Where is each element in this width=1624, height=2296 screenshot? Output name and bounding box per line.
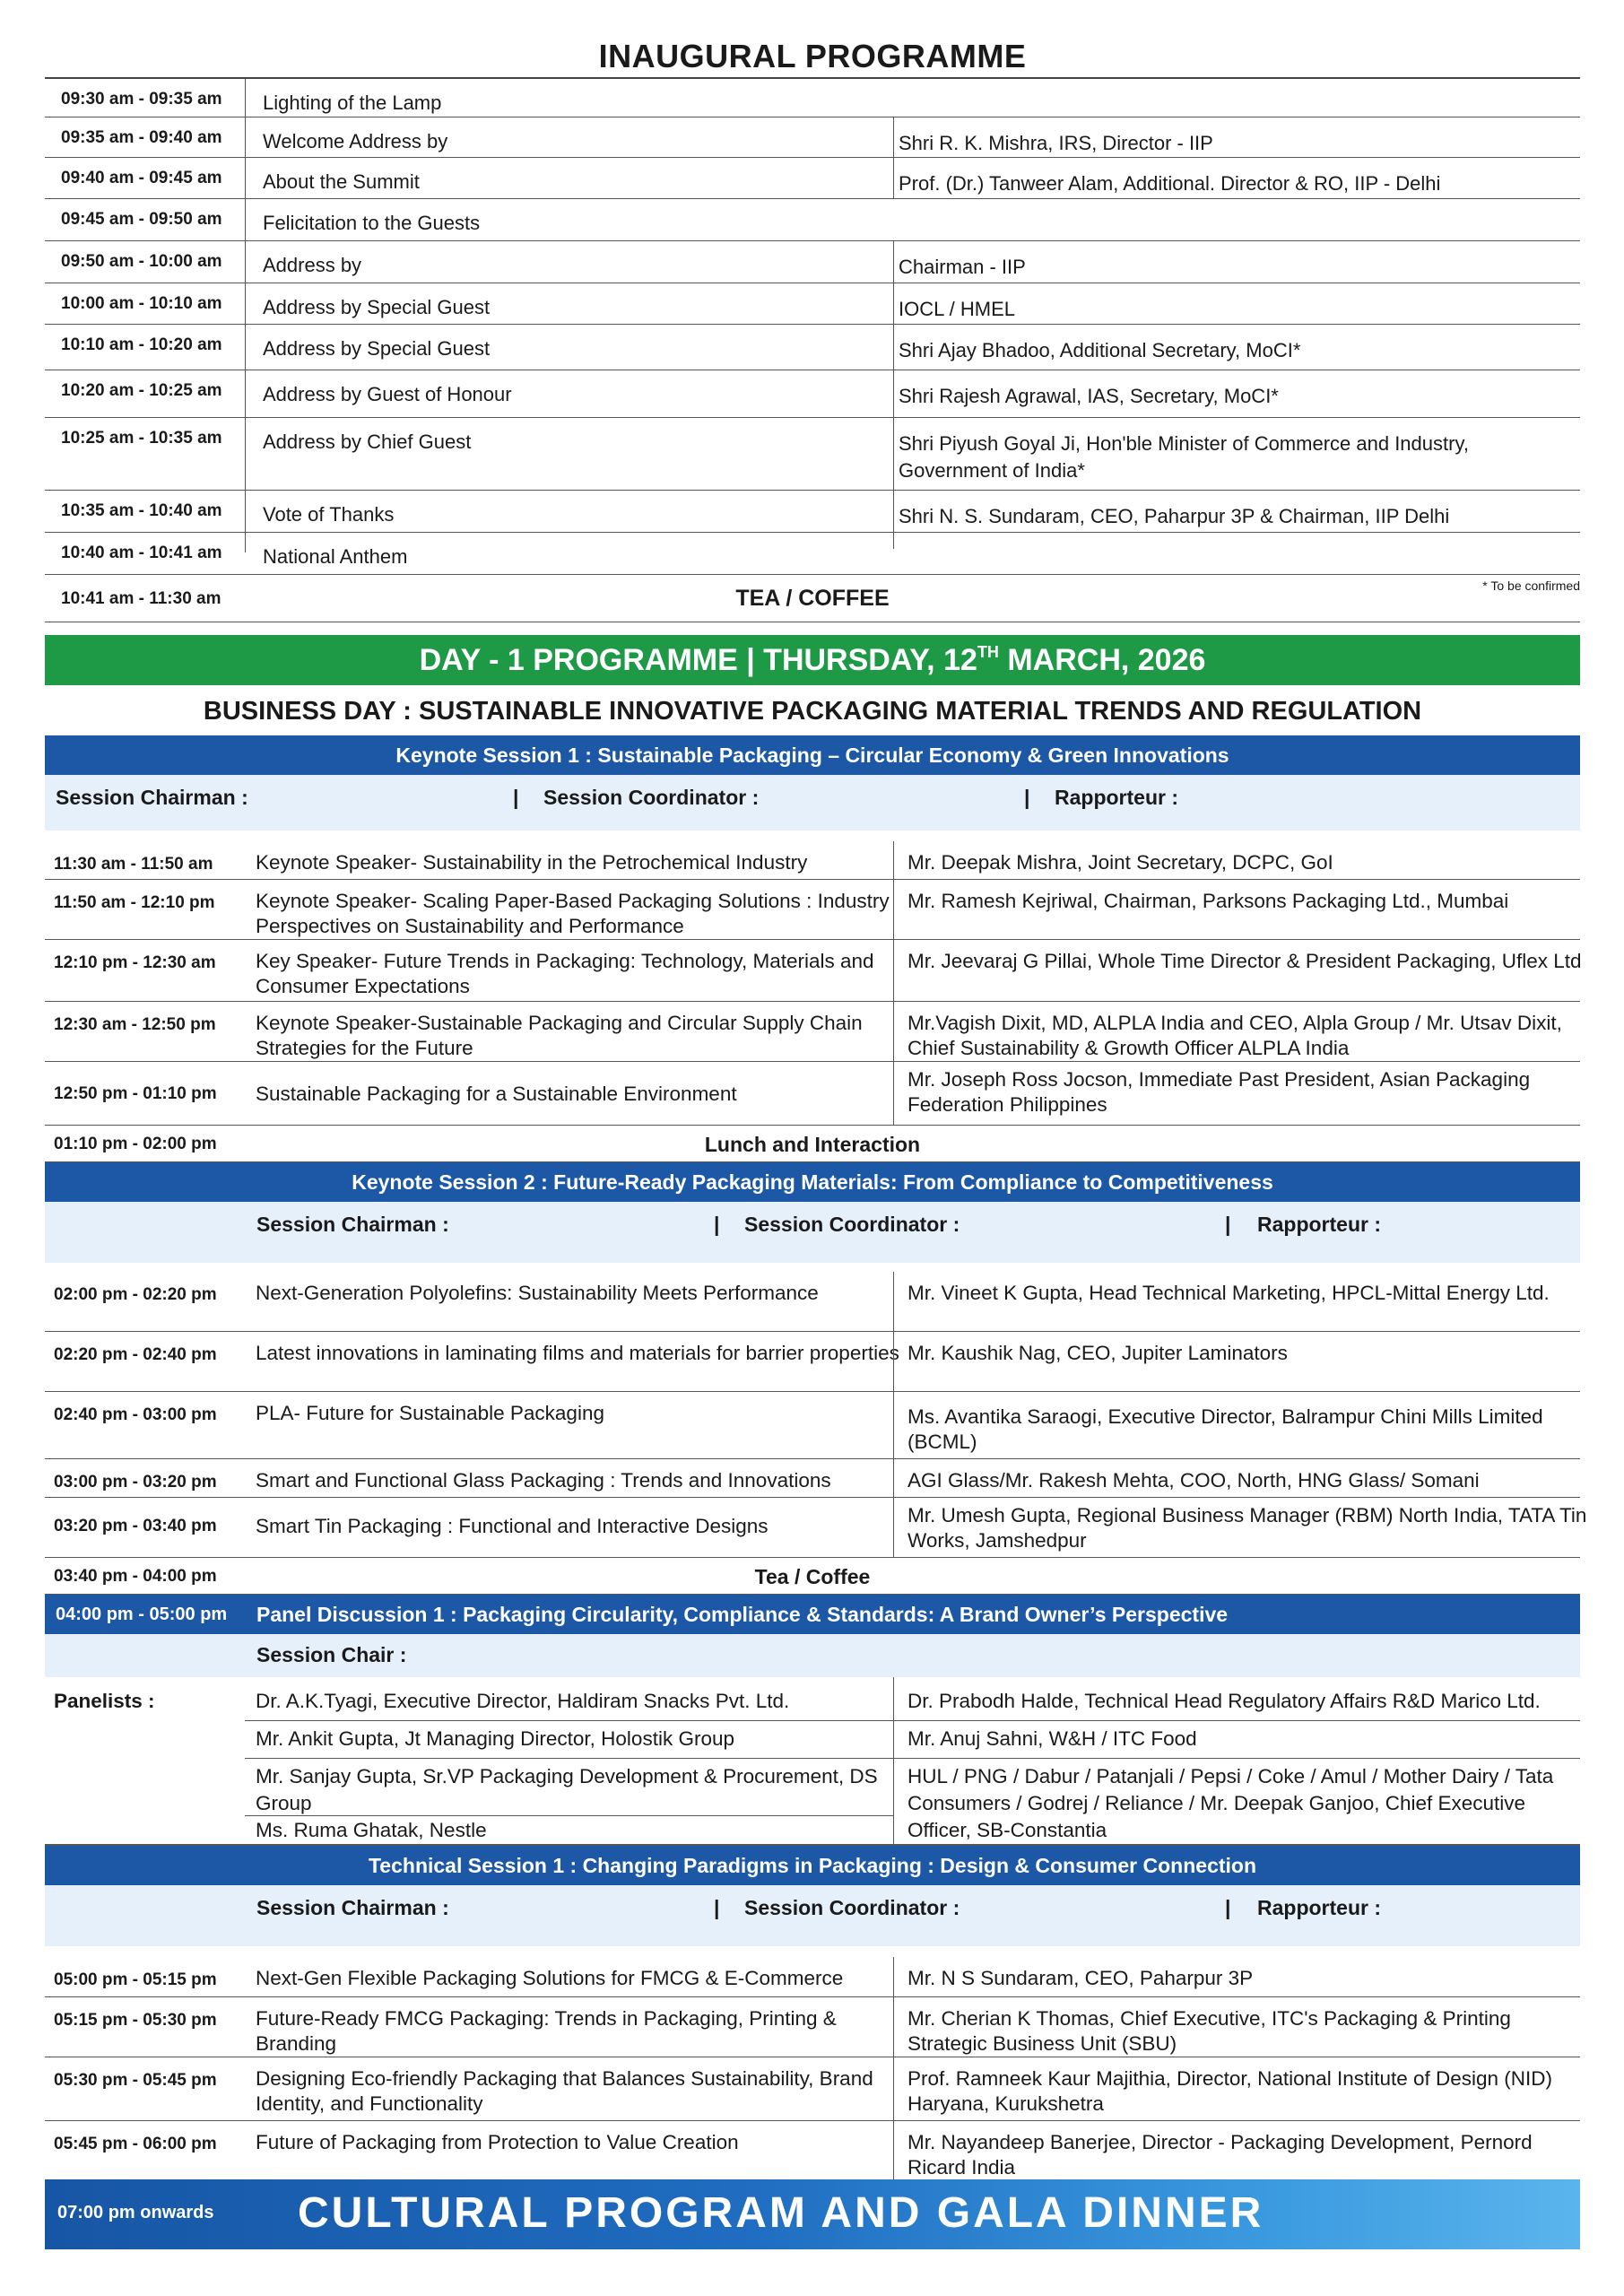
divider: [893, 283, 894, 324]
time-slot: 09:45 am - 09:50 am: [61, 210, 222, 229]
divider: [245, 1758, 893, 1759]
event-title: About the Summit: [263, 170, 420, 193]
gala-dinner-banner: [45, 2179, 1580, 2249]
speaker: Mr. N S Sundaram, CEO, Paharpur 3P: [908, 1967, 1254, 1989]
talk-title: Keynote Speaker- Scaling Paper-Based Packaging Solutions : Industry Perspectives on Sustainability and Performance: [256, 890, 890, 937]
day-banner-suffix: TH: [977, 643, 999, 661]
panelist: Dr. Prabodh Halde, Technical Head Regulatory Affairs R&D Marico Ltd.: [908, 1690, 1541, 1712]
panelist: Ms. Ruma Ghatak, Nestle: [256, 1819, 487, 1841]
talk-title: Key Speaker- Future Trends in Packaging: Technology, Materials and Consumer Expectations: [256, 950, 874, 997]
divider: [245, 370, 246, 417]
role-separator: |: [1225, 1896, 1231, 1919]
tea-break-row: [45, 575, 1580, 622]
speaker: Mr.Vagish Dixit, MD, ALPLA India and CEO, Alpla Group / Mr. Utsav Dixit, Chief Sustainability & Growth Officer ALPLA India: [908, 1012, 1562, 1059]
schedule-row: [45, 158, 1580, 199]
time-slot: 09:40 am - 09:45 am: [61, 169, 222, 187]
session-chairman-label: Session Chairman :: [56, 786, 248, 809]
tea-break-label: TEA / COFFEE: [735, 586, 890, 611]
session-coordinator-label: Session Coordinator :: [744, 1896, 960, 1919]
divider: [893, 325, 894, 370]
schedule-row: [45, 1272, 1580, 1332]
divider: [893, 241, 894, 283]
session-chair-label: Session Chair :: [256, 1643, 407, 1666]
divider: [245, 158, 246, 198]
divider: [245, 1720, 893, 1721]
time-slot: 10:00 am - 10:10 am: [61, 294, 222, 313]
panelist: Mr. Sanjay Gupta, Sr.VP Packaging Development & Procurement, DS Group: [256, 1765, 878, 1814]
schedule-row: [45, 1459, 1580, 1498]
event-title: Lighting of the Lamp: [263, 91, 442, 114]
speaker: Mr. Joseph Ross Jocson, Immediate Past President, Asian Packaging Federation Philippines: [908, 1068, 1531, 1116]
gala-title: CULTURAL PROGRAM AND GALA DINNER: [298, 2189, 1264, 2237]
divider: [893, 491, 894, 532]
role-separator: |: [1225, 1213, 1231, 1236]
session-coordinator-label: Session Coordinator :: [543, 786, 760, 809]
session-coordinator-label: Session Coordinator :: [744, 1213, 960, 1236]
divider: [245, 1815, 893, 1816]
break-label: Lunch and Interaction: [704, 1133, 921, 1156]
divider: [893, 1062, 894, 1125]
talk-title: PLA- Future for Sustainable Packaging: [256, 1402, 604, 1424]
session-header: Keynote Session 1 : Sustainable Packaging – Circular Economy & Green Innovations: [45, 735, 1580, 775]
event-title: Vote of Thanks: [263, 503, 395, 526]
speaker: AGI Glass/Mr. Rakesh Mehta, COO, North, HNG Glass/ Somani: [908, 1469, 1480, 1492]
speaker: Mr. Cherian K Thomas, Chief Executive, ITC's Packaging & Printing Strategic Business Unit (SBU): [908, 2007, 1511, 2055]
schedule-row: [45, 2057, 1580, 2121]
time-slot: 05:00 pm - 05:15 pm: [54, 1970, 217, 1989]
day-banner-date: MARCH, 2026: [998, 643, 1206, 677]
break-label: Tea / Coffee: [754, 1565, 871, 1588]
session-roles: [45, 775, 1580, 831]
time-slot: 12:10 pm - 12:30 am: [54, 953, 216, 972]
time-slot: 11:50 am - 12:10 pm: [54, 893, 215, 912]
speaker: Shri Piyush Goyal Ji, Hon'ble Minister of Commerce and Industry, Government of India*: [899, 432, 1469, 482]
schedule-row: [45, 880, 1580, 940]
schedule-row: [45, 1002, 1580, 1062]
lunch-break-row: [45, 1126, 1580, 1162]
schedule-row: [45, 1498, 1587, 1558]
time-slot: 09:50 am - 10:00 am: [61, 252, 222, 271]
time-slot: 09:35 am - 09:40 am: [61, 128, 222, 147]
rapporteur-label: Rapporteur :: [1055, 786, 1178, 809]
session-roles: [45, 1885, 1580, 1946]
speaker: Mr. Deepak Mishra, Joint Secretary, DCPC, GoI: [908, 851, 1333, 874]
talk-title: Keynote Speaker-Sustainable Packaging and Circular Supply Chain Strategies for the Future: [256, 1012, 863, 1059]
business-day-title: BUSINESS DAY : SUSTAINABLE INNOVATIVE PACKAGING MATERIAL TRENDS AND REGULATION: [203, 697, 1422, 726]
rapporteur-label: Rapporteur :: [1257, 1213, 1381, 1236]
speaker: Mr. Jeevaraj G Pillai, Whole Time Director & President Packaging, Uflex Ltd: [908, 950, 1582, 972]
schedule-row: [45, 1997, 1580, 2057]
divider: [893, 1957, 894, 1996]
session-roles: [45, 1634, 1580, 1677]
talk-title: Smart and Functional Glass Packaging : Trends and Innovations: [256, 1469, 831, 1492]
divider: [245, 199, 246, 240]
session-chairman-label: Session Chairman :: [256, 1213, 449, 1236]
talk-title: Designing Eco-friendly Packaging that Balances Sustainability, Brand Identity, and Functionality: [256, 2067, 873, 2115]
divider: [893, 1332, 894, 1391]
time-slot: 10:41 am - 11:30 am: [61, 589, 221, 608]
time-slot: 02:40 pm - 03:00 pm: [54, 1405, 217, 1424]
schedule-row: [45, 533, 1580, 575]
time-slot: 05:15 pm - 05:30 pm: [54, 2011, 217, 2030]
talk-title: Next-Gen Flexible Packaging Solutions for FMCG & E-Commerce: [256, 1967, 844, 1989]
schedule-row: [45, 1332, 1580, 1392]
time-slot: 03:20 pm - 03:40 pm: [54, 1517, 217, 1535]
divider: [893, 1272, 894, 1331]
day-banner: [45, 635, 1580, 685]
spacer: [45, 1946, 1580, 1957]
time-slot: 03:40 pm - 04:00 pm: [54, 1567, 217, 1586]
divider: [893, 1002, 894, 1061]
time-slot: 07:00 pm onwards: [57, 2203, 214, 2222]
day-banner-text: DAY - 1 PROGRAMME | THURSDAY, 12: [419, 643, 977, 677]
divider: [893, 370, 894, 417]
divider: [245, 241, 246, 283]
schedule-row: [45, 199, 1580, 241]
talk-title: Latest innovations in laminating films and materials for barrier properties: [256, 1342, 899, 1364]
divider: [893, 1498, 894, 1557]
divider: [893, 1997, 894, 2057]
speaker: Mr. Umesh Gupta, Regional Business Manager (RBM) North India, TATA Tin Works, Jamshedpur: [908, 1504, 1587, 1552]
schedule-row: [45, 241, 1580, 283]
speaker: Shri Ajay Bhadoo, Additional Secretary, MoCI*: [899, 339, 1301, 361]
divider: [893, 117, 894, 157]
time-slot: 10:20 am - 10:25 am: [61, 381, 222, 400]
talk-title: Sustainable Packaging for a Sustainable Environment: [256, 1083, 737, 1105]
schedule-row: [45, 940, 1580, 1002]
speaker: Mr. Kaushik Nag, CEO, Jupiter Laminators: [908, 1342, 1288, 1364]
divider: [245, 491, 246, 532]
role-separator: |: [1024, 786, 1030, 809]
session-header: Technical Session 1 : Changing Paradigms in Packaging : Design & Consumer Connection: [45, 1846, 1580, 1885]
panelists-label: Panelists :: [54, 1690, 155, 1712]
event-title: Address by: [263, 254, 362, 276]
event-title: Address by Special Guest: [263, 337, 491, 360]
panel-header: [45, 1595, 1580, 1634]
event-title: Address by Special Guest: [263, 296, 491, 318]
time-slot: 05:45 pm - 06:00 pm: [54, 2135, 217, 2153]
speaker: IOCL / HMEL: [899, 298, 1015, 320]
divider: [893, 1459, 894, 1497]
panelist: Dr. A.K.Tyagi, Executive Director, Haldiram Snacks Pvt. Ltd.: [256, 1690, 790, 1712]
divider: [245, 325, 246, 370]
divider: [245, 533, 246, 552]
schedule-row: [45, 325, 1580, 370]
event-title: Address by Chief Guest: [263, 430, 472, 453]
speaker: Shri Rajesh Agrawal, IAS, Secretary, MoCI*: [899, 385, 1279, 407]
role-separator: |: [513, 786, 519, 809]
time-slot: 09:30 am - 09:35 am: [61, 90, 222, 109]
divider: [893, 1392, 894, 1458]
schedule-row: [45, 1392, 1580, 1459]
divider: [245, 418, 246, 490]
role-separator: |: [714, 1896, 720, 1919]
time-slot: 03:00 pm - 03:20 pm: [54, 1473, 217, 1492]
divider: [245, 283, 246, 324]
time-slot: 10:35 am - 10:40 am: [61, 501, 222, 520]
divider: [893, 1677, 894, 1844]
event-title: Welcome Address by: [263, 130, 448, 152]
schedule-row: [45, 1957, 1580, 1997]
time-slot: 10:40 am - 10:41 am: [61, 544, 222, 562]
divider: [893, 418, 894, 490]
schedule-row: [45, 418, 1580, 491]
schedule-row: [45, 283, 1580, 325]
divider: [245, 117, 246, 157]
divider: [893, 940, 894, 1001]
talk-title: Future-Ready FMCG Packaging: Trends in Packaging, Printing & Branding: [256, 2007, 837, 2055]
session-chairman-label: Session Chairman :: [256, 1896, 449, 1919]
talk-title: Keynote Speaker- Sustainability in the Petrochemical Industry: [256, 851, 808, 874]
divider: [893, 1720, 1580, 1721]
time-slot: 12:30 am - 12:50 pm: [54, 1015, 216, 1034]
time-slot: 11:30 am - 11:50 am: [54, 855, 213, 874]
divider: [893, 158, 894, 198]
time-slot: 02:20 pm - 02:40 pm: [54, 1345, 217, 1364]
schedule-row: [45, 491, 1580, 533]
event-title: Address by Guest of Honour: [263, 383, 512, 405]
divider: [893, 2057, 894, 2120]
divider: [893, 880, 894, 939]
programme-page: [45, 34, 1587, 2189]
schedule-row: [45, 79, 1580, 117]
speaker: Mr. Ramesh Kejriwal, Chairman, Parksons Packaging Ltd., Mumbai: [908, 890, 1509, 912]
event-title: National Anthem: [263, 545, 408, 568]
time-slot: 10:10 am - 10:20 am: [61, 335, 222, 354]
divider: [893, 841, 894, 879]
speaker: Shri R. K. Mishra, IRS, Director - IIP: [899, 132, 1213, 154]
session-header: Keynote Session 2 : Future-Ready Packaging Materials: From Compliance to Competitiveness: [45, 1162, 1580, 1202]
panel-title: Panel Discussion 1 : Packaging Circularity, Compliance & Standards: A Brand Owner’s Perspective: [256, 1603, 1229, 1626]
schedule-row: [45, 117, 1580, 158]
divider: [893, 533, 894, 549]
speaker: Mr. Vineet K Gupta, Head Technical Marketing, HPCL-Mittal Energy Ltd.: [908, 1282, 1550, 1304]
spacer: [45, 1263, 1580, 1272]
speaker: Mr. Nayandeep Banerjee, Director - Packaging Development, Pernord Ricard India: [908, 2131, 1533, 2179]
time-slot: 12:50 pm - 01:10 pm: [54, 1084, 217, 1103]
speaker: Chairman - IIP: [899, 256, 1026, 278]
panelist: HUL / PNG / Dabur / Patanjali / Pepsi / Coke / Amul / Mother Dairy / Tata Consumers / Godrej / Reliance / Mr. Deepak Ganjoo, Chief Executive Officer, SB-Constantia: [908, 1765, 1554, 1841]
time-slot: 02:00 pm - 02:20 pm: [54, 1285, 217, 1304]
time-slot: 10:25 am - 10:35 am: [61, 429, 222, 448]
panelists-block: [45, 1677, 1580, 1846]
panelist: Mr. Ankit Gupta, Jt Managing Director, Holostik Group: [256, 1727, 734, 1750]
role-separator: |: [714, 1213, 720, 1236]
divider: [893, 1758, 1580, 1759]
inaugural-title: INAUGURAL PROGRAMME: [598, 38, 1027, 74]
rapporteur-label: Rapporteur :: [1257, 1896, 1381, 1919]
schedule-row: [45, 370, 1580, 418]
talk-title: Future of Packaging from Protection to Value Creation: [256, 2131, 739, 2153]
speaker: Prof. (Dr.) Tanweer Alam, Additional. Director & RO, IIP - Delhi: [899, 172, 1441, 195]
time-slot: 04:00 pm - 05:00 pm: [56, 1605, 228, 1624]
event-title: Felicitation to the Guests: [263, 212, 481, 234]
tea-break-row: [45, 1558, 1580, 1595]
session-roles: [45, 1202, 1580, 1263]
time-slot: 01:10 pm - 02:00 pm: [54, 1135, 217, 1153]
schedule-row: [45, 1062, 1580, 1126]
speaker: Shri N. S. Sundaram, CEO, Paharpur 3P & Chairman, IIP Delhi: [899, 505, 1450, 527]
time-slot: 05:30 pm - 05:45 pm: [54, 2071, 217, 2090]
talk-title: Next-Generation Polyolefins: Sustainability Meets Performance: [256, 1282, 819, 1304]
spacer: [45, 831, 1580, 841]
speaker: Prof. Ramneek Kaur Majithia, Director, National Institute of Design (NID) Haryana, Kurukshetra: [908, 2067, 1553, 2115]
panelist: Mr. Anuj Sahni, W&H / ITC Food: [908, 1727, 1197, 1750]
divider: [245, 79, 246, 117]
confirmation-note: * To be confirmed: [1482, 578, 1580, 593]
talk-title: Smart Tin Packaging : Functional and Interactive Designs: [256, 1515, 769, 1537]
speaker: Ms. Avantika Saraogi, Executive Director, Balrampur Chini Mills Limited (BCML): [908, 1405, 1543, 1453]
schedule-row: [45, 841, 1580, 880]
